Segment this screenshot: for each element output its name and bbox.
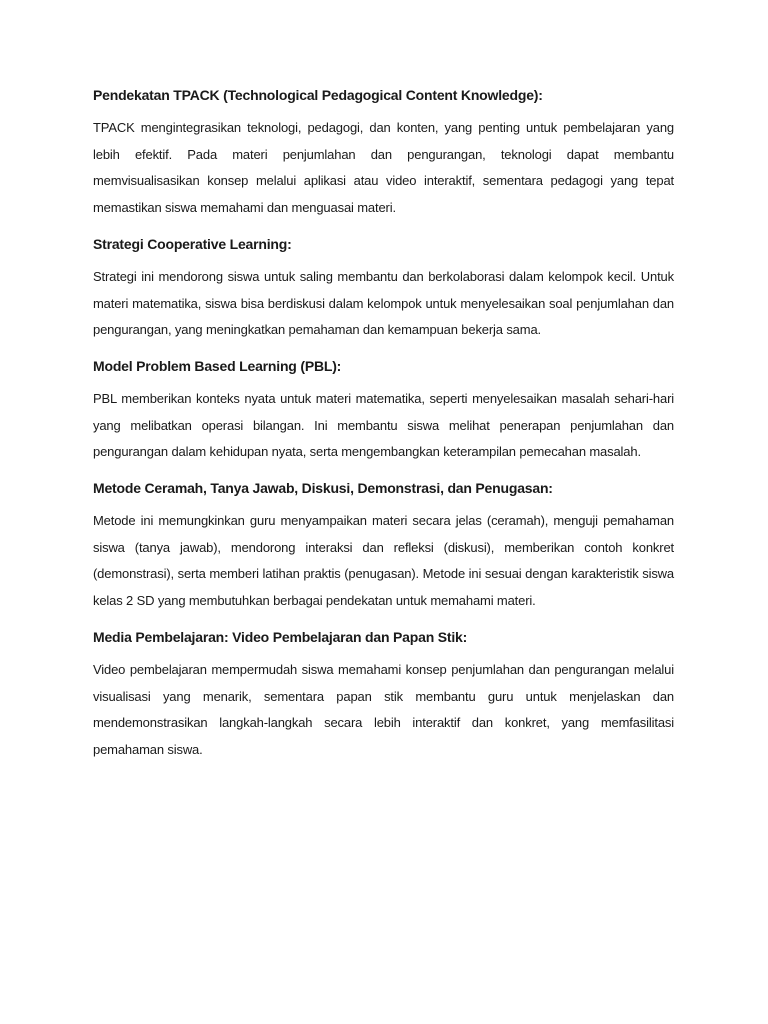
section-paragraph: Strategi ini mendorong siswa untuk saling membantu dan berkolaborasi dalam kelompok kecil. Untuk materi matematika, siswa bisa berdiskusi dalam kelompok untuk menyelesaikan soal penjumlahan dan pengurangan, yang meningkatkan pemahaman dan kemampuan bekerja sama. bbox=[93, 268, 674, 338]
section-heading: Model Problem Based Learning (PBL): bbox=[93, 357, 342, 374]
section-paragraph: Video pembelajaran mempermudah siswa memahami konsep penjumlahan dan pengurangan melalui visualisasi yang menarik, sementara papan stik membantu guru untuk menjelaskan dan mendemonstrasikan langkah-langkah secara lebih interaktif dan konkret, yang memfasilitasi pemahaman siswa. bbox=[93, 661, 674, 757]
section-media bbox=[93, 626, 674, 764]
section-heading: Pendekatan TPACK (Technological Pedagogical Content Knowledge): bbox=[93, 87, 543, 103]
section-metode bbox=[93, 477, 674, 615]
section-cooperative-learning bbox=[93, 233, 674, 344]
section-paragraph: PBL memberikan konteks nyata untuk materi matematika, seperti menyelesaikan masalah sehari-hari yang melibatkan operasi bilangan. Ini membantu siswa melihat penerapan penjumlahan dan pengurangan dalam kehidupan nyata, serta mengembangkan keterampilan pemecahan masalah. bbox=[93, 390, 674, 460]
section-paragraph: Metode ini memungkinkan guru menyampaikan materi secara jelas (ceramah), menguji pemahaman siswa (tanya jawab), mendorong interaksi dan refleksi (diskusi), memberikan contoh konkret (demonstrasi), serta memberi latihan praktis (penugasan). Metode ini sesuai dengan karakteristik siswa kelas 2 SD yang membutuhkan berbagai pendekatan untuk memahami materi. bbox=[93, 513, 674, 609]
section-heading: Media Pembelajaran: Video Pembelajaran dan Papan Stik: bbox=[93, 628, 468, 645]
section-tpack bbox=[93, 84, 674, 222]
section-pbl bbox=[93, 355, 674, 466]
section-paragraph: TPACK mengintegrasikan teknologi, pedagogi, dan konten, yang penting untuk pembelajaran yang lebih efektif. Pada materi penjumlahan dan pengurangan, teknologi dapat membantu memvisualisasikan konsep melalui aplikasi atau video interaktif, sementara pedagogi yang tepat memastikan siswa memahami dan menguasai materi. bbox=[93, 120, 674, 216]
section-heading: Strategi Cooperative Learning: bbox=[93, 235, 292, 252]
document-page bbox=[93, 84, 674, 775]
section-heading: Metode Ceramah, Tanya Jawab, Diskusi, Demonstrasi, dan Penugasan: bbox=[93, 480, 553, 497]
